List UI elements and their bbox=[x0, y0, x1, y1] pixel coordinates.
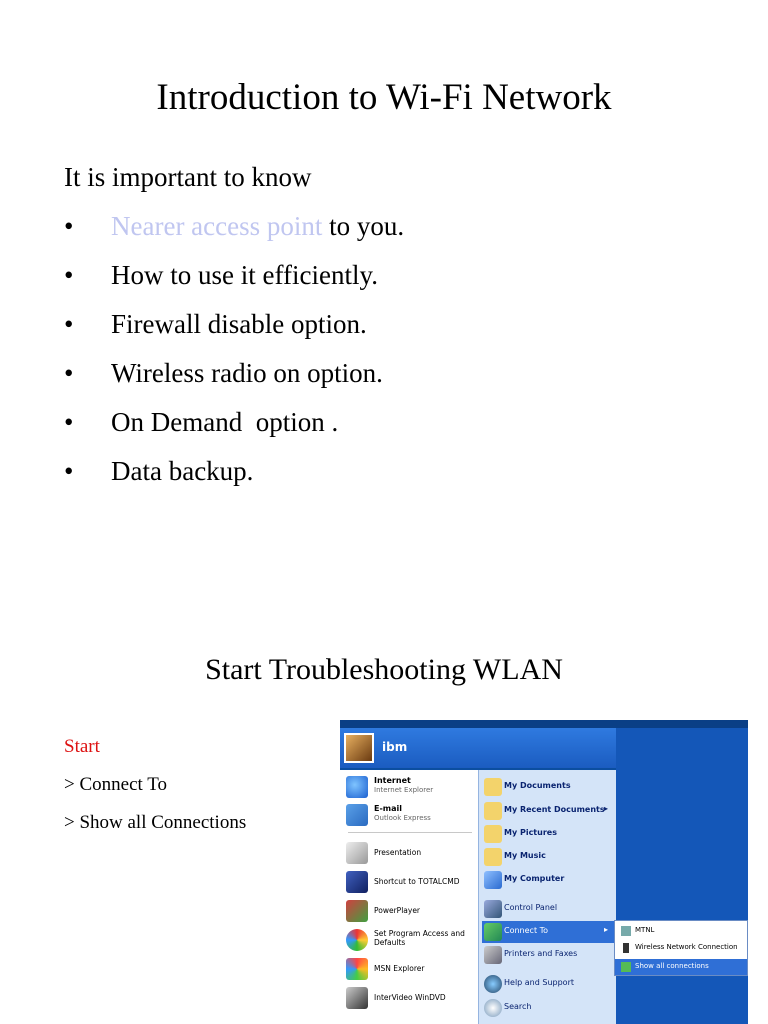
item-sublabel: Outlook Express bbox=[374, 814, 431, 822]
item-label: Presentation bbox=[374, 848, 422, 857]
item-label: Shortcut to TOTALCMD bbox=[374, 877, 460, 886]
step-connect-to: > Connect To bbox=[64, 774, 167, 795]
submenu-item-wireless[interactable] bbox=[615, 940, 747, 956]
printer-icon bbox=[484, 946, 502, 964]
bullet-dot: • bbox=[64, 211, 74, 241]
item-label: Help and Support bbox=[504, 978, 574, 987]
player-icon bbox=[346, 900, 368, 922]
bullet-dot: • bbox=[64, 260, 74, 290]
section-heading: Start Troubleshooting WLAN bbox=[205, 653, 563, 686]
item-label: My Computer bbox=[504, 874, 565, 883]
item-label: InterVideo WinDVD bbox=[374, 993, 446, 1002]
submenu-arrow-icon: ▸ bbox=[603, 925, 608, 934]
my-music-item[interactable] bbox=[482, 846, 616, 868]
highlight-text: Nearer access point bbox=[111, 211, 323, 241]
start-menu-header bbox=[340, 728, 616, 768]
item-label: My Pictures bbox=[504, 828, 557, 837]
recent-item[interactable] bbox=[344, 840, 478, 866]
connections-icon bbox=[621, 962, 631, 972]
item-label: MTNL bbox=[635, 926, 655, 934]
presentation-icon bbox=[346, 842, 368, 864]
user-avatar-icon bbox=[344, 733, 374, 763]
submenu-item-mtnl[interactable] bbox=[615, 923, 747, 939]
bullet-text: How to use it efficiently. bbox=[111, 260, 378, 290]
folder-icon bbox=[484, 802, 502, 820]
bullet-dot: • bbox=[64, 309, 74, 339]
folder-icon bbox=[484, 825, 502, 843]
item-label: Set Program Access and Defaults bbox=[374, 929, 465, 947]
bullet-dot: • bbox=[64, 358, 74, 388]
submenu-item-show-all[interactable] bbox=[615, 959, 747, 975]
network-icon bbox=[484, 923, 502, 941]
intro-text: It is important to know bbox=[64, 162, 312, 192]
recent-item[interactable] bbox=[344, 985, 478, 1011]
my-computer-item[interactable] bbox=[482, 869, 616, 891]
msn-icon bbox=[346, 958, 368, 980]
recent-item[interactable] bbox=[344, 898, 478, 924]
item-label: Show all connections bbox=[635, 962, 709, 970]
recent-item[interactable] bbox=[344, 956, 478, 982]
desktop-background bbox=[616, 728, 748, 1024]
username: ibm bbox=[382, 740, 408, 754]
step-show-connections: > Show all Connections bbox=[64, 812, 247, 833]
pinned-internet[interactable] bbox=[344, 774, 478, 800]
bullet-dot: • bbox=[64, 407, 74, 437]
dialup-icon bbox=[621, 926, 631, 936]
connect-to-item[interactable] bbox=[482, 921, 616, 943]
pinned-email[interactable] bbox=[344, 802, 478, 828]
start-menu-left-pane bbox=[340, 770, 478, 1024]
slide-title: Introduction to Wi-Fi Network bbox=[156, 77, 612, 118]
help-icon bbox=[484, 975, 502, 993]
item-label: My Music bbox=[504, 851, 546, 860]
item-label: My Documents bbox=[504, 781, 571, 790]
recent-documents-item[interactable] bbox=[482, 800, 616, 822]
recent-item[interactable] bbox=[344, 927, 478, 953]
folder-icon bbox=[484, 848, 502, 866]
defaults-icon bbox=[346, 929, 368, 951]
item-label: Control Panel bbox=[504, 903, 558, 912]
ie-icon bbox=[346, 776, 368, 798]
my-pictures-item[interactable] bbox=[482, 823, 616, 845]
floppy-icon bbox=[346, 871, 368, 893]
bullet-dot: • bbox=[64, 456, 74, 486]
submenu-arrow-icon: ▸ bbox=[603, 804, 608, 813]
step-start: Start bbox=[64, 736, 100, 757]
bullet-text: On Demand option . bbox=[111, 407, 339, 437]
computer-icon bbox=[484, 871, 502, 889]
window-top-strip bbox=[340, 720, 748, 728]
item-label: MSN Explorer bbox=[374, 964, 425, 973]
item-label: My Recent Documents bbox=[504, 805, 605, 814]
bullet-text: Firewall disable option. bbox=[111, 309, 367, 339]
bullet-text: to you. bbox=[322, 211, 405, 241]
printers-faxes-item[interactable] bbox=[482, 944, 616, 966]
item-label: Printers and Faxes bbox=[504, 949, 578, 958]
start-menu-screenshot bbox=[340, 720, 748, 1024]
dvd-icon bbox=[346, 987, 368, 1009]
item-label: Search bbox=[504, 1002, 532, 1011]
search-icon bbox=[484, 999, 502, 1017]
control-panel-icon bbox=[484, 900, 502, 918]
antenna-icon bbox=[623, 943, 629, 953]
item-sublabel: Internet Explorer bbox=[374, 786, 434, 794]
recent-item[interactable] bbox=[344, 869, 478, 895]
control-panel-item[interactable] bbox=[482, 898, 616, 920]
bullet-text: Wireless radio on option. bbox=[111, 358, 383, 388]
item-label: Wireless Network Connection bbox=[635, 943, 738, 951]
my-documents-item[interactable] bbox=[482, 776, 616, 798]
folder-icon bbox=[484, 778, 502, 796]
bullet-text: Data backup. bbox=[111, 456, 254, 486]
item-label: PowerPlayer bbox=[374, 906, 421, 915]
divider bbox=[348, 832, 472, 833]
mail-icon bbox=[346, 804, 368, 826]
help-support-item[interactable] bbox=[482, 973, 616, 995]
item-label: Internet bbox=[374, 776, 411, 785]
item-label: E-mail bbox=[374, 804, 403, 813]
item-label: Connect To bbox=[504, 926, 549, 935]
search-item[interactable] bbox=[482, 997, 616, 1019]
connect-to-submenu bbox=[614, 920, 748, 976]
